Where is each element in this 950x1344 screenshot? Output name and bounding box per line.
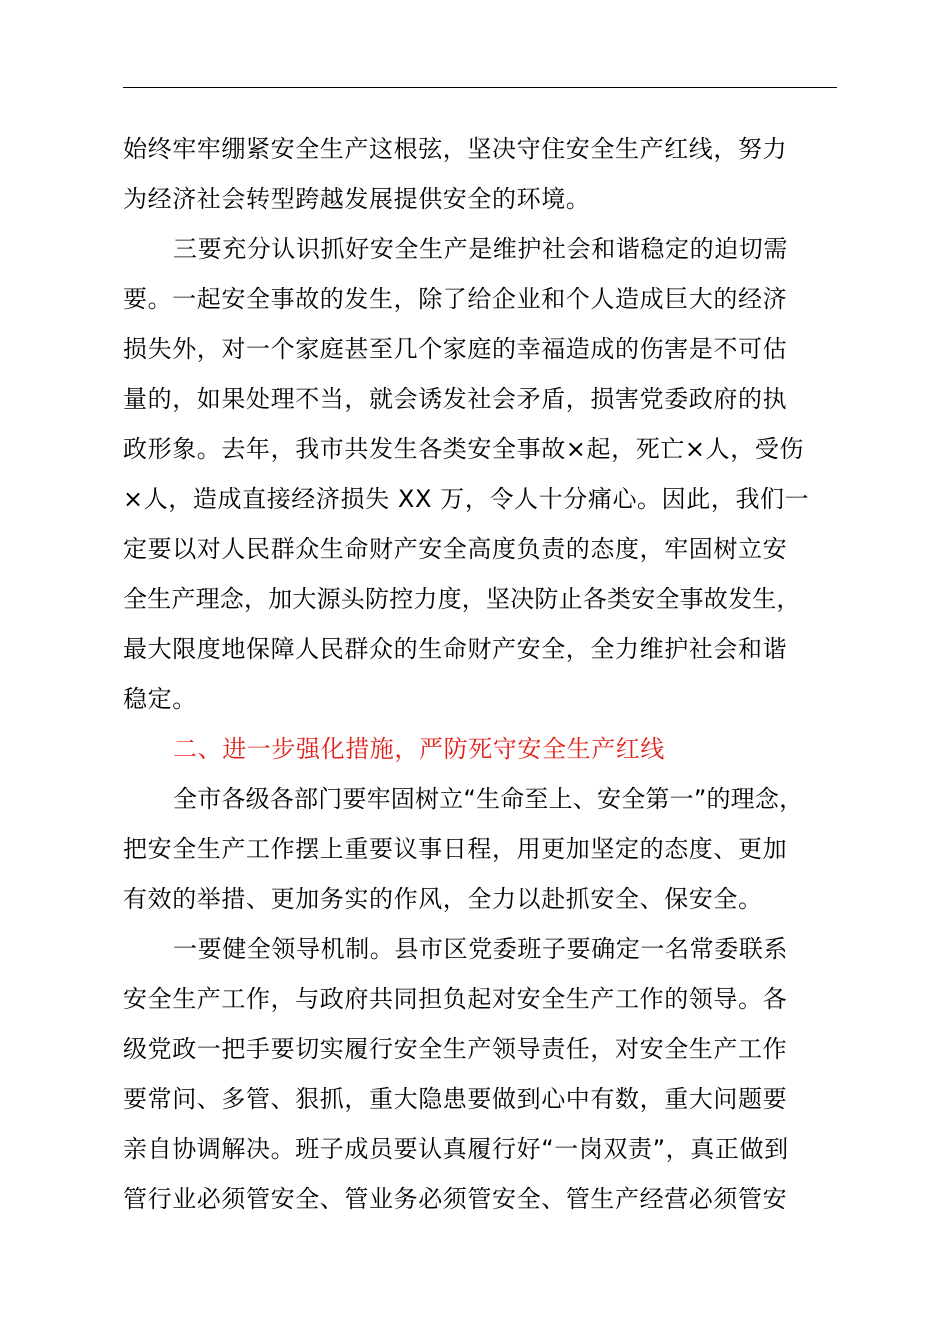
text-line: 最大限度地保障人民群众的生命财产安全，全力维护社会和谐: [123, 635, 788, 663]
header-rule: [123, 87, 837, 88]
paragraph-start-line: 一要健全领导机制。县市区党委班子要确定一名常委联系: [173, 935, 788, 963]
text-line: 管行业必须管安全、管业务必须管安全、管生产经营必须管安: [123, 1185, 788, 1213]
document-body: [123, 124, 837, 1224]
section-heading: 二、进一步强化措施，严防死守安全生产红线: [173, 735, 665, 763]
paragraph-start-line: 全市各级各部门要牢固树立“生命至上、安全第一”的理念，: [173, 785, 804, 813]
text-line: 要常问、多管、狠抓，重大隐患要做到心中有数，重大问题要: [123, 1085, 788, 1113]
text-line: 损失外，对一个家庭甚至几个家庭的幸福造成的伤害是不可估: [123, 335, 788, 363]
text-line: 稳定。: [123, 685, 197, 713]
text-line: 量的，如果处理不当，就会诱发社会矛盾，损害党委政府的执: [123, 385, 788, 413]
text-line: 有效的举措、更加务实的作风，全力以赴抓安全、保安全。: [123, 885, 763, 913]
text-line: ×人，造成直接经济损失 XX 万，令人十分痛心。因此，我们一: [123, 485, 810, 513]
text-line: 政形象。去年，我市共发生各类安全事故×起，死亡×人，受伤: [123, 435, 805, 463]
text-line: 把安全生产工作摆上重要议事日程，用更加坚定的态度、更加: [123, 835, 788, 863]
text-line: 安全生产工作，与政府共同担负起对安全生产工作的领导。各: [123, 985, 788, 1013]
text-line: 为经济社会转型跨越发展提供安全的环境。: [123, 185, 591, 213]
text-line: 亲自协调解决。班子成员要认真履行好“一岗双责”，真正做到: [123, 1135, 789, 1163]
text-line: 要。一起安全事故的发生，除了给企业和个人造成巨大的经济: [123, 285, 788, 313]
paragraph-start-line: 三要充分认识抓好安全生产是维护社会和谐稳定的迫切需: [173, 235, 788, 263]
text-line: 定要以对人民群众生命财产安全高度负责的态度，牢固树立安: [123, 535, 788, 563]
text-line: 始终牢牢绷紧安全生产这根弦，坚决守住安全生产红线，努力: [123, 135, 788, 163]
text-line: 级党政一把手要切实履行安全生产领导责任，对安全生产工作: [123, 1035, 788, 1063]
text-line: 全生产理念，加大源头防控力度，坚决防止各类安全事故发生，: [123, 585, 801, 613]
